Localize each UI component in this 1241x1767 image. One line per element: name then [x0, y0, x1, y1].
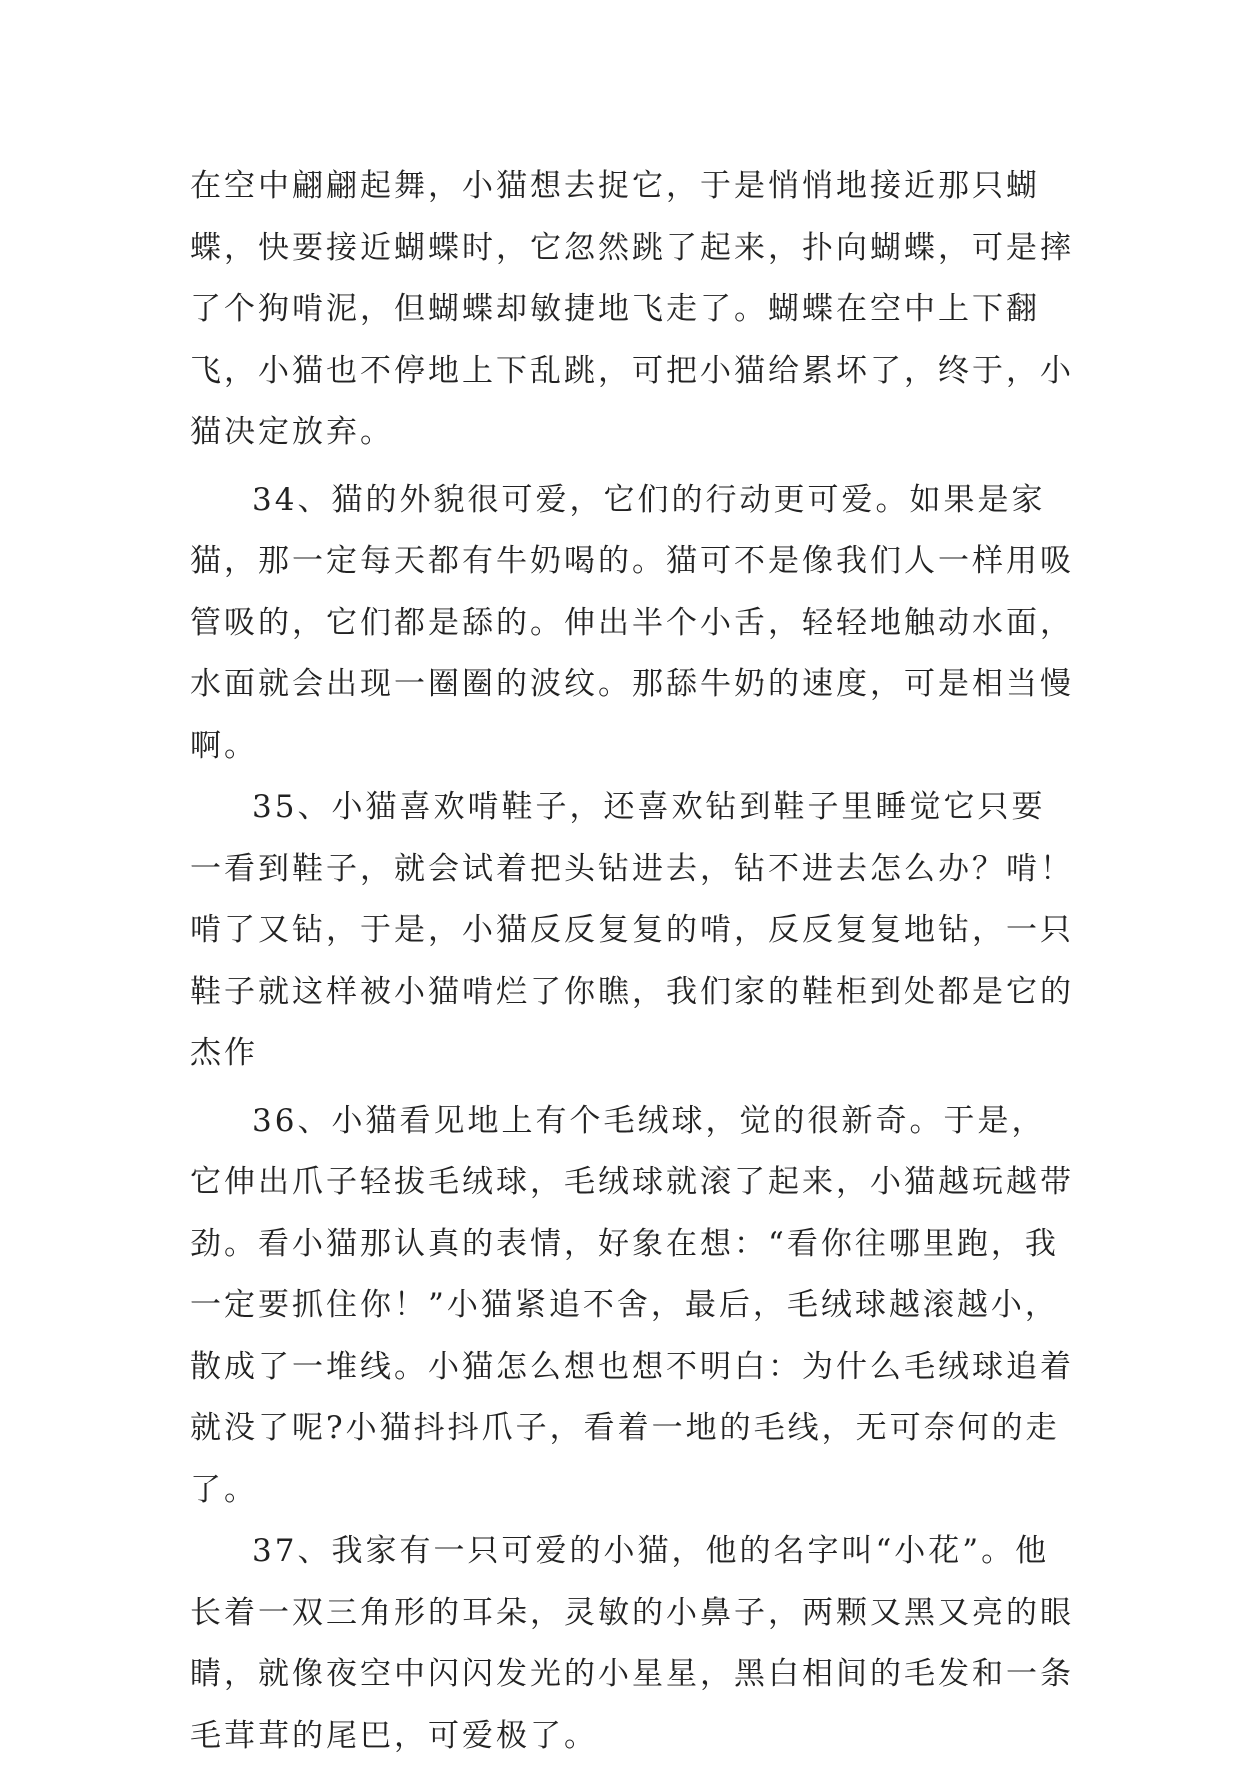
- document-body: [190, 156, 1075, 1767]
- paragraph-34: 34、猫的外貌很可爱，它们的行动更可爱。如果是家猫，那一定每天都有牛奶喝的。猫可不是像我们人一样用吸管吸的，它们都是舔的。伸出半个小舌，轻轻地触动水面，水面就会出现一圈圈的波纹。那舔牛奶的速度，可是相当慢啊。: [190, 481, 1074, 764]
- paragraph-35: 35、小猫喜欢啃鞋子，还喜欢钻到鞋子里睡觉它只要一看到鞋子，就会试着把头钻进去，钻不进去怎么办？啃！啃了又钻，于是，小猫反反复复的啃，反反复复地钻，一只鞋子就这样被小猫啃烂了你瞧，我们家的鞋柜到处都是它的杰作: [190, 789, 1074, 1071]
- paragraph-36: 36、小猫看见地上有个毛绒球，觉的很新奇。于是，它伸出爪子轻拔毛绒球，毛绒球就滚了起来，小猫越玩越带劲。看小猫那认真的表情，好象在想：“看你往哪里跑，我一定要抓住你！”小猫紧追不舍，最后，毛绒球越滚越小，散成了一堆线。小猫怎么想也想不明白：为什么毛绒球追着就没了呢?小猫抖抖爪子，看着一地的毛线，无可奈何的走了。: [190, 1102, 1074, 1508]
- paragraph-37: 37、我家有一只可爱的小猫，他的名字叫“小花”。他长着一双三角形的耳朵，灵敏的小鼻子，两颗又黑又亮的眼睛，就像夜空中闪闪发光的小星星，黑白相间的毛发和一条毛茸茸的尾巴，可爱极了。: [190, 1533, 1074, 1754]
- paragraph-continued: 在空中翩翩起舞，小猫想去捉它，于是悄悄地接近那只蝴蝶，快要接近蝴蝶时，它忽然跳了起来，扑向蝴蝶，可是摔了个狗啃泥，但蝴蝶却敏捷地飞走了。蝴蝶在空中上下翻飞，小猫也不停地上下乱跳，可把小猫给累坏了，终于，小猫决定放弃。: [190, 168, 1074, 450]
